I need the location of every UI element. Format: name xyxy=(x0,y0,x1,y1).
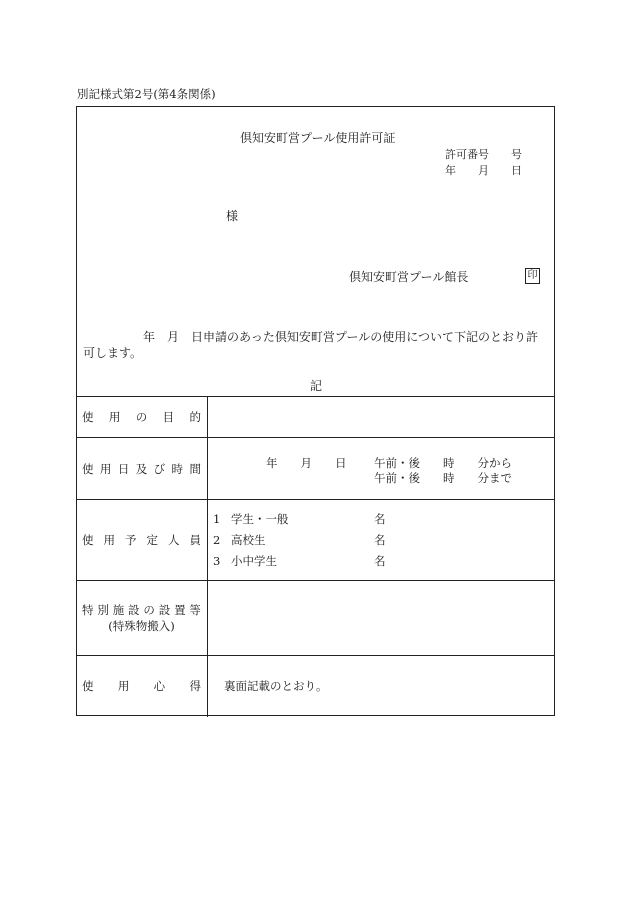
notes-value: 裏面記載のとおり。 xyxy=(224,679,328,694)
ki-heading: 記 xyxy=(310,379,323,393)
row-datetime xyxy=(76,438,555,500)
row-people xyxy=(76,500,555,581)
item-category: 高校生 xyxy=(231,532,266,547)
label-char: 等 xyxy=(189,603,201,617)
datetime-label xyxy=(76,461,207,477)
label-char: 員 xyxy=(189,533,201,547)
permit-date-line: 年 月 日 xyxy=(445,164,522,177)
label-char: 人 xyxy=(168,533,180,547)
permission-statement: 年 月 日申請のあった倶知安町営プールの使用について下記のとおり許可します。 xyxy=(83,330,539,360)
label-char: 得 xyxy=(189,679,201,694)
special-label-cell xyxy=(76,581,208,656)
item-unit: 名 xyxy=(374,532,386,547)
label-char: 心 xyxy=(153,679,166,694)
permit-document xyxy=(76,106,555,716)
label-char: 特 xyxy=(82,603,94,617)
notes-label-cell xyxy=(76,656,208,717)
datetime-value-cell xyxy=(208,438,556,500)
notes-value-cell xyxy=(208,656,556,717)
list-item xyxy=(213,509,555,530)
label-char: 設 xyxy=(158,603,171,617)
seal-mark: 印 xyxy=(525,268,540,284)
usage-time-from: 午前・後 時 分から xyxy=(374,455,512,470)
label-char: 時 xyxy=(171,461,184,476)
row-special xyxy=(76,581,555,656)
special-value-cell xyxy=(208,581,556,656)
item-number: 3 xyxy=(213,553,221,568)
label-char: 予 xyxy=(125,533,137,547)
label-char: 及 xyxy=(135,461,148,476)
label-char: 用 xyxy=(108,410,121,424)
datetime-label-cell xyxy=(76,438,208,500)
permit-number-line: 許可番号 号 xyxy=(445,148,522,161)
label-char: の xyxy=(143,603,155,617)
label-char: 的 xyxy=(189,410,201,424)
list-item xyxy=(213,551,555,572)
purpose-label xyxy=(76,409,207,425)
usage-date: 年 月 日 xyxy=(266,455,347,470)
form-caption: 別記様式第2号(第4条関係) xyxy=(77,87,216,101)
label-char: 用 xyxy=(117,679,130,694)
usage-time-to: 午前・後 時 分まで xyxy=(374,470,512,485)
purpose-value-cell xyxy=(208,397,556,438)
item-number: 1 xyxy=(213,511,221,526)
notes-label xyxy=(76,678,207,694)
label-char: 別 xyxy=(97,603,109,617)
label-char: 間 xyxy=(189,461,201,476)
label-char: の xyxy=(135,410,148,424)
label-char: 目 xyxy=(162,410,175,424)
label-char: 使 xyxy=(82,461,94,476)
label-char: 定 xyxy=(146,533,158,547)
label-char: 設 xyxy=(128,603,140,617)
label-char: び xyxy=(153,461,166,476)
people-label-cell xyxy=(76,500,208,581)
label-char: 使 xyxy=(82,410,94,424)
label-char: 用 xyxy=(99,461,112,476)
label-char: 使 xyxy=(82,679,94,694)
label-char: 日 xyxy=(117,461,130,476)
row-purpose xyxy=(76,397,555,438)
label-char: 置 xyxy=(174,603,186,617)
label-char: 使 xyxy=(82,533,94,547)
people-label xyxy=(76,532,207,548)
label-char: 用 xyxy=(103,533,115,547)
special-label xyxy=(76,602,207,618)
item-category: 学生・一般 xyxy=(231,511,289,526)
item-unit: 名 xyxy=(374,511,386,526)
issuer-name: 倶知安町営プール館長 xyxy=(349,270,469,284)
item-number: 2 xyxy=(213,532,221,547)
list-item xyxy=(213,530,555,551)
row-notes xyxy=(76,656,555,717)
purpose-label-cell xyxy=(76,397,208,438)
addressee-suffix: 様 xyxy=(226,209,239,223)
details-table xyxy=(76,396,555,717)
special-label-sub: (特殊物搬入) xyxy=(108,619,175,633)
document-title: 倶知安町営プール使用許可証 xyxy=(240,131,396,145)
label-char: 施 xyxy=(112,603,125,617)
item-unit: 名 xyxy=(374,553,386,568)
people-value-cell xyxy=(208,500,556,581)
item-category: 小中学生 xyxy=(231,553,277,568)
